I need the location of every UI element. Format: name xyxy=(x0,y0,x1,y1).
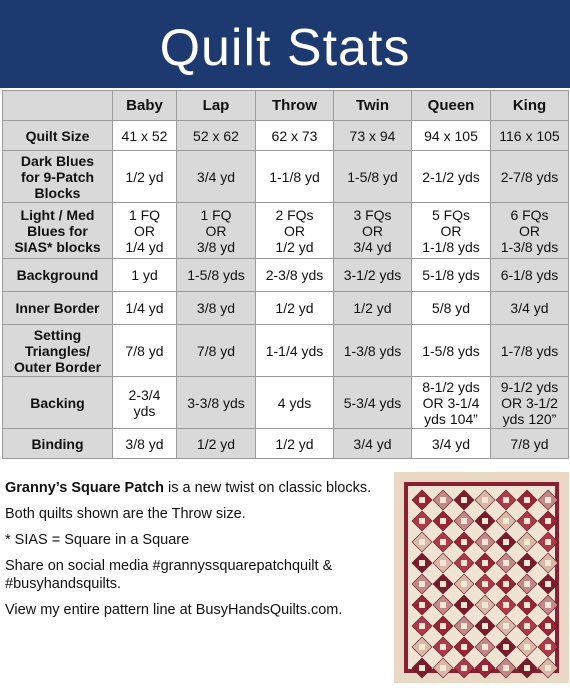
pattern-line-note: View my entire pattern line at BusyHandsQuilts.com. xyxy=(5,602,343,618)
row-label-line: Setting xyxy=(33,326,82,343)
table-cell xyxy=(177,121,256,151)
table-row xyxy=(3,292,569,325)
quilt-block-center xyxy=(419,644,425,650)
quilt-block-center xyxy=(419,602,425,608)
table-cell xyxy=(256,377,334,429)
cell-line: 41 x 52 xyxy=(121,127,168,144)
cell-line: 1/2 yd xyxy=(353,300,392,316)
quilt-block-center xyxy=(419,539,425,545)
table-cell xyxy=(256,325,334,377)
quilt-block-center xyxy=(482,539,488,545)
cell-line: 7/8 yd xyxy=(196,342,236,359)
cell-line: 2 FQs xyxy=(275,206,314,223)
table-row xyxy=(3,151,569,203)
cell-line: 1-5/8 yd xyxy=(347,168,398,185)
quilt-block-center xyxy=(461,623,467,629)
row-label-line: Blues for xyxy=(27,222,88,239)
quilt-block-center xyxy=(461,602,467,608)
cell-line: 2-3/4 xyxy=(128,386,161,403)
row-label-line: Blocks xyxy=(34,184,81,201)
table-cell xyxy=(113,121,177,151)
table-cell xyxy=(113,377,177,429)
cell-line: yds 120” xyxy=(502,410,557,427)
quilt-block-center xyxy=(440,497,446,503)
table-cell xyxy=(177,259,256,292)
table-cell xyxy=(334,377,412,429)
table-cell xyxy=(177,151,256,203)
table-cell xyxy=(177,203,256,259)
cell-line: 1/2 yd xyxy=(125,168,164,185)
cell-line: 5/8 yd xyxy=(431,300,471,316)
quilt-block-center xyxy=(461,644,467,650)
cell-line: 2-1/2 yds xyxy=(422,168,480,185)
row-label-line: Triangles/ xyxy=(24,342,91,359)
cell-line: 3/4 yd xyxy=(431,435,471,452)
quilt-block-center xyxy=(503,644,509,650)
cell-line: 3/8 yd xyxy=(125,435,164,452)
cell-line: 1-1/4 yds xyxy=(265,342,324,359)
table-cell xyxy=(412,259,491,292)
row-label-line: Binding xyxy=(31,435,84,452)
header-row xyxy=(3,91,569,121)
cell-line: 1/4 yd xyxy=(125,300,164,316)
table-cell xyxy=(491,325,569,377)
cell-line: 62 x 73 xyxy=(271,127,318,144)
cell-line: 3-1/2 yds xyxy=(343,267,402,283)
table-row xyxy=(3,325,569,377)
row-label-line: Inner Border xyxy=(15,300,100,316)
cell-line: OR xyxy=(362,222,383,239)
table-cell xyxy=(177,377,256,429)
cell-line: 1-5/8 yds xyxy=(422,342,480,359)
table-cell xyxy=(256,292,334,325)
quilt-block-center xyxy=(545,602,551,608)
cell-line: OR xyxy=(134,222,155,239)
quilt-block-center xyxy=(419,665,425,671)
table-cell xyxy=(177,429,256,459)
column-header xyxy=(3,91,113,121)
quilt-block-center xyxy=(524,602,530,608)
quilt-block-center xyxy=(440,581,446,587)
row-label xyxy=(3,203,113,259)
quilt-block-center xyxy=(545,518,551,524)
table-cell xyxy=(113,151,177,203)
row-label-line: Background xyxy=(16,267,99,283)
quilt-block-center xyxy=(545,644,551,650)
quilt-block-center xyxy=(524,581,530,587)
quilt-block-center xyxy=(482,581,488,587)
table-row xyxy=(3,121,569,151)
quilt-block-center xyxy=(482,665,488,671)
table-row xyxy=(3,203,569,259)
cell-line: 1-1/8 yd xyxy=(269,168,320,185)
column-header: Queen xyxy=(412,91,491,121)
quilt-block-center xyxy=(524,518,530,524)
quilt-block-center xyxy=(545,581,551,587)
cell-line: OR 3-1/4 xyxy=(422,394,480,411)
cell-line: 5-3/4 yds xyxy=(343,394,402,411)
quilt-block-center xyxy=(503,560,509,566)
cell-line: 8-1/2 yds xyxy=(422,378,480,395)
sias-footnote: * SIAS = Square in a Square xyxy=(5,532,190,548)
table-cell xyxy=(256,203,334,259)
row-label xyxy=(3,292,113,325)
quilt-block-center xyxy=(545,497,551,503)
cell-line: 7/8 yd xyxy=(510,435,549,452)
quilt-block-center xyxy=(461,581,467,587)
quilt-block-center xyxy=(419,518,425,524)
table-cell xyxy=(334,292,412,325)
cell-line: 3/8 yd xyxy=(196,238,236,255)
table-cell xyxy=(256,151,334,203)
quilt-block-center xyxy=(461,497,467,503)
cell-line: 3-3/8 yds xyxy=(187,394,245,411)
table-row xyxy=(3,377,569,429)
quilt-block-center xyxy=(419,623,425,629)
cell-line: 1 FQ xyxy=(200,206,232,223)
table-cell xyxy=(334,429,412,459)
row-label-line: Quilt Size xyxy=(25,127,90,144)
table-cell xyxy=(113,429,177,459)
cell-line: 7/8 yd xyxy=(125,342,164,359)
row-label-line: Dark Blues xyxy=(20,152,95,169)
row-label xyxy=(3,377,113,429)
cell-line: 9-1/2 yds xyxy=(500,378,559,395)
table-cell xyxy=(113,203,177,259)
quilt-block-center xyxy=(545,539,551,545)
cell-line: 6 FQs xyxy=(510,206,549,223)
cell-line: 1-7/8 yds xyxy=(500,342,559,359)
table-cell xyxy=(491,377,569,429)
cell-line: OR xyxy=(519,222,540,239)
cell-line: 1-1/8 yds xyxy=(422,238,480,255)
quilt-block-center xyxy=(482,602,488,608)
cell-line: yds xyxy=(133,402,156,419)
quilt-block-center xyxy=(503,581,509,587)
quilt-block-center xyxy=(461,665,467,671)
table-cell xyxy=(491,121,569,151)
quilt-block-center xyxy=(440,518,446,524)
table-cell xyxy=(334,325,412,377)
table-cell xyxy=(113,292,177,325)
cell-line: 1 yd xyxy=(131,267,158,283)
column-header: Throw xyxy=(256,91,334,121)
quilt-block-center xyxy=(482,560,488,566)
quilt-block-center xyxy=(440,623,446,629)
quilt-block-center xyxy=(503,518,509,524)
cell-line: 1-3/8 yds xyxy=(343,342,402,359)
quilt-block-center xyxy=(461,539,467,545)
table-cell xyxy=(113,325,177,377)
table-row xyxy=(3,259,569,292)
cell-line: 2-3/8 yds xyxy=(265,267,324,283)
quilt-block-center xyxy=(524,644,530,650)
row-label-line: for 9-Patch xyxy=(20,168,95,185)
table-cell xyxy=(491,151,569,203)
cell-line: OR xyxy=(440,222,462,239)
column-header: Baby xyxy=(113,91,177,121)
cell-line: OR 3-1/2 xyxy=(501,394,558,411)
quilt-block-center xyxy=(545,665,551,671)
cell-line: 1-3/8 yds xyxy=(500,238,559,255)
cell-line: 1/2 yd xyxy=(275,238,314,255)
table-cell xyxy=(177,325,256,377)
table-cell xyxy=(256,121,334,151)
quilt-block-center xyxy=(440,644,446,650)
cell-line: 4 yds xyxy=(277,394,312,411)
quilt-block-center xyxy=(545,623,551,629)
table-cell xyxy=(113,259,177,292)
page-title: Quilt Stats xyxy=(159,19,411,77)
quilt-photo xyxy=(394,472,569,683)
quilt-block-center xyxy=(482,497,488,503)
cell-line: OR xyxy=(205,222,227,239)
throw-size-note: Both quilts shown are the Throw size. xyxy=(5,506,246,522)
table-cell xyxy=(491,259,569,292)
table-cell xyxy=(491,429,569,459)
row-label xyxy=(3,121,113,151)
cell-line: 116 x 105 xyxy=(499,127,560,144)
title-banner xyxy=(0,0,570,88)
cell-line: 1/2 yd xyxy=(275,300,314,316)
cell-line: 2-7/8 yds xyxy=(500,168,559,185)
cell-line: 1/4 yd xyxy=(125,238,164,255)
row-label xyxy=(3,325,113,377)
row-label-line: Outer Border xyxy=(13,358,102,375)
intro-text xyxy=(5,479,390,497)
row-label-line: Light / Med xyxy=(20,206,95,223)
quilt-block-center xyxy=(419,581,425,587)
quilt-block-center xyxy=(503,623,509,629)
quilt-block-center xyxy=(440,539,446,545)
cell-line: 3/4 yd xyxy=(510,300,549,316)
row-label xyxy=(3,429,113,459)
quilt-block-center xyxy=(524,497,530,503)
quilt-block-center xyxy=(524,539,530,545)
column-header: Twin xyxy=(334,91,412,121)
cell-line: 1/2 yd xyxy=(196,435,236,452)
row-label-line: Backing xyxy=(30,394,85,411)
quilt-block-center xyxy=(503,665,509,671)
quilt-block-center xyxy=(524,560,530,566)
quilt-block-center xyxy=(503,497,509,503)
quilt-block-center xyxy=(461,518,467,524)
table-cell xyxy=(334,151,412,203)
quilt-block-center xyxy=(482,518,488,524)
row-label xyxy=(3,259,113,292)
table-cell xyxy=(412,325,491,377)
cell-line: 73 x 94 xyxy=(349,127,396,144)
table-row xyxy=(3,429,569,459)
quilt-block-center xyxy=(440,602,446,608)
row-label-line: SIAS* blocks xyxy=(14,238,101,255)
quilt-block-center xyxy=(461,560,467,566)
row-label xyxy=(3,151,113,203)
cell-line: 94 x 105 xyxy=(424,127,478,144)
cell-line: 1/2 yd xyxy=(275,435,314,452)
table-cell xyxy=(491,292,569,325)
cell-line: 3/4 yd xyxy=(353,238,392,255)
cell-line: 3/4 yd xyxy=(353,435,392,452)
table-cell xyxy=(334,259,412,292)
cell-line: 5-1/8 yds xyxy=(422,267,480,283)
cell-line: 6-1/8 yds xyxy=(500,267,559,283)
cell-line: 3/8 yd xyxy=(196,300,236,316)
cell-line: yds 104” xyxy=(424,410,478,427)
table-cell xyxy=(256,429,334,459)
info-panel xyxy=(5,479,390,627)
cell-line: 52 x 62 xyxy=(193,127,239,144)
table-cell xyxy=(412,121,491,151)
quilt-block-center xyxy=(440,560,446,566)
quilt-block-center xyxy=(419,497,425,503)
intro-rest: is a new twist on classic blocks. xyxy=(164,480,372,496)
quilt-block-center xyxy=(503,602,509,608)
table-cell xyxy=(334,203,412,259)
table-cell xyxy=(334,121,412,151)
cell-line: 1 FQ xyxy=(128,206,161,223)
column-header: Lap xyxy=(177,91,256,121)
social-media-note: Share on social media #grannyssquarepatchquilt & #busyhandsquilts. xyxy=(5,558,333,592)
quilt-block-center xyxy=(482,623,488,629)
quilt-block-center xyxy=(482,644,488,650)
quilt-image xyxy=(394,472,569,683)
table-cell xyxy=(412,429,491,459)
quilt-block-center xyxy=(440,665,446,671)
quilt-block-center xyxy=(524,623,530,629)
cell-line: 3/4 yd xyxy=(196,168,236,185)
table-cell xyxy=(412,292,491,325)
cell-line: 3 FQs xyxy=(353,206,392,223)
pattern-name: Granny’s Square Patch xyxy=(5,480,165,496)
table-cell xyxy=(491,203,569,259)
quilt-stats-table xyxy=(2,90,569,459)
table-cell xyxy=(256,259,334,292)
table-cell xyxy=(412,203,491,259)
table-cell xyxy=(412,151,491,203)
cell-line: OR xyxy=(284,222,305,239)
quilt-block-center xyxy=(419,560,425,566)
quilt-block-center xyxy=(503,539,509,545)
quilt-block-center xyxy=(524,665,530,671)
cell-line: 1-5/8 yds xyxy=(187,267,245,283)
quilt-block-center xyxy=(545,560,551,566)
table-cell xyxy=(412,377,491,429)
table-cell xyxy=(177,292,256,325)
cell-line: 5 FQs xyxy=(431,206,471,223)
column-header: King xyxy=(491,91,569,121)
